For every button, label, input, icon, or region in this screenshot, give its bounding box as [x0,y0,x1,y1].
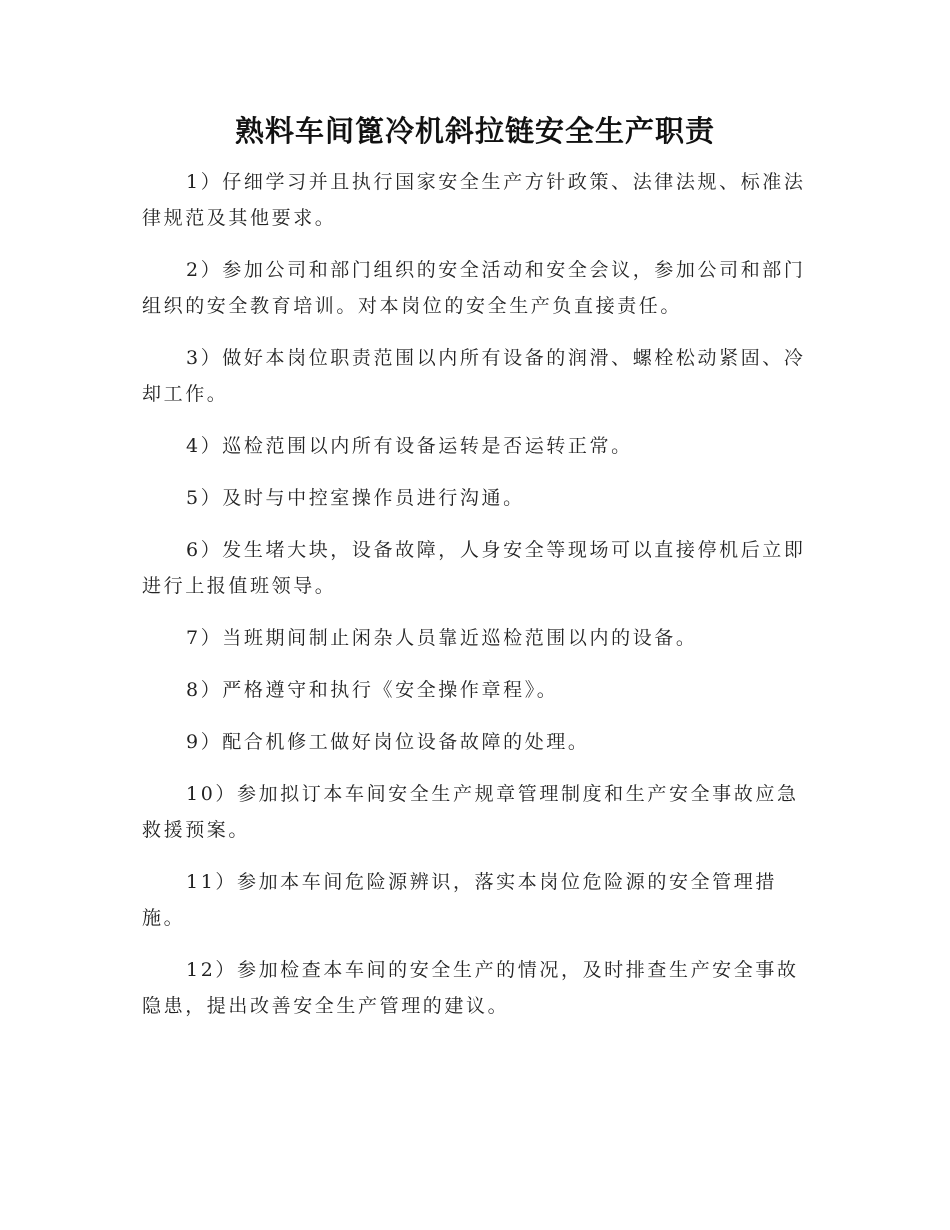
duty-item-7: 7）当班期间制止闲杂人员靠近巡检范围以内的设备。 [186,627,698,649]
duty-item-5: 5）及时与中控室操作员进行沟通。 [186,487,525,509]
duty-item-10: 10）参加拟订本车间安全生产规章管理制度和生产安全事故应急救援预案。 [142,783,799,841]
duty-item-8: 8）严格遵守和执行《安全操作章程》。 [186,679,559,701]
duty-item-6: 6）发生堵大块，设备故障，人身安全等现场可以直接停机后立即进行上报值班领导。 [142,539,806,597]
duty-item-9: 9）配合机修工做好岗位设备故障的处理。 [186,731,590,753]
duty-item-4: 4）巡检范围以内所有设备运转是否运转正常。 [186,435,633,457]
document-body [142,164,812,1040]
duty-item-1: 1）仔细学习并且执行国家安全生产方针政策、法律法规、标准法律规范及其他要求。 [142,171,806,229]
duty-item-11: 11）参加本车间危险源辨识，落实本岗位危险源的安全管理措施。 [142,871,777,929]
duty-item-2: 2）参加公司和部门组织的安全活动和安全会议，参加公司和部门组织的安全教育培训。对本岗位的安全生产负直接责任。 [142,259,806,317]
duty-item-12: 12）参加检查本车间的安全生产的情况，及时排查生产安全事故隐患，提出改善安全生产管理的建议。 [142,959,799,1017]
duty-item-3: 3）做好本岗位职责范围以内所有设备的润滑、螺栓松动紧固、冷却工作。 [142,347,806,405]
document-title: 熟料车间篦冷机斜拉链安全生产职责 [234,114,715,148]
